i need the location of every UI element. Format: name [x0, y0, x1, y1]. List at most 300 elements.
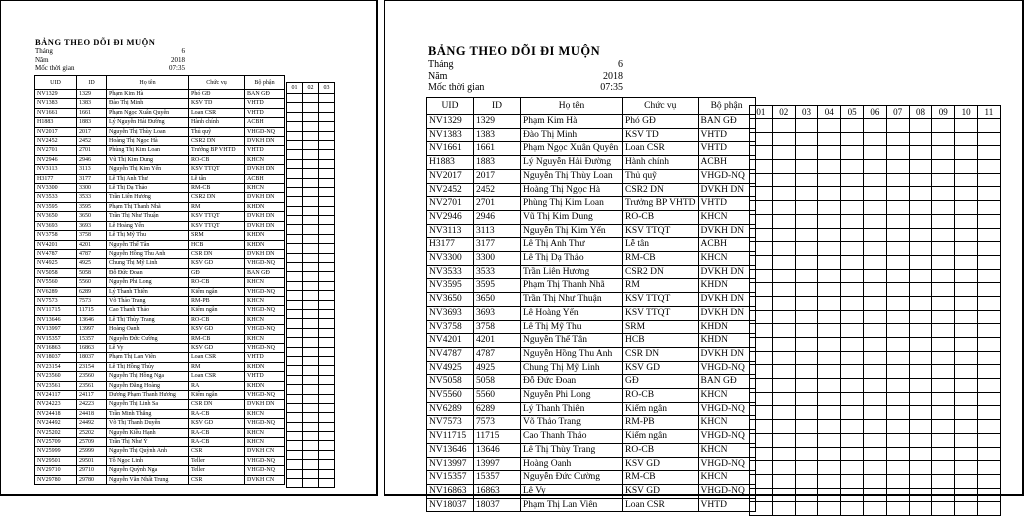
day-cell[interactable] — [932, 160, 955, 174]
day-cell[interactable] — [303, 178, 319, 187]
day-cell[interactable] — [932, 502, 955, 516]
day-cell[interactable] — [955, 214, 978, 228]
day-cell[interactable] — [303, 422, 319, 431]
day-cell[interactable] — [841, 187, 864, 201]
day-cell[interactable] — [955, 392, 978, 406]
day-cell[interactable] — [303, 112, 319, 121]
day-cell[interactable] — [909, 461, 932, 475]
day-cell[interactable] — [818, 214, 841, 228]
day-cell[interactable] — [886, 214, 909, 228]
day-cell[interactable] — [303, 394, 319, 403]
day-cell[interactable] — [319, 272, 335, 281]
day-cell[interactable] — [319, 460, 335, 469]
day-cell[interactable] — [319, 206, 335, 215]
day-cell[interactable] — [319, 131, 335, 140]
day-cell[interactable] — [932, 201, 955, 215]
day-cell[interactable] — [750, 146, 773, 160]
day-cell[interactable] — [909, 173, 932, 187]
day-cell[interactable] — [303, 216, 319, 225]
day-cell[interactable] — [750, 379, 773, 393]
day-cell[interactable] — [287, 469, 303, 478]
day-cell[interactable] — [772, 132, 795, 146]
day-cell[interactable] — [909, 351, 932, 365]
day-cell[interactable] — [303, 432, 319, 441]
day-cell[interactable] — [955, 160, 978, 174]
day-cell[interactable] — [795, 296, 818, 310]
day-cell[interactable] — [955, 201, 978, 215]
day-cell[interactable] — [287, 338, 303, 347]
day-cell[interactable] — [932, 269, 955, 283]
day-cell[interactable] — [818, 433, 841, 447]
day-cell[interactable] — [909, 269, 932, 283]
day-cell[interactable] — [319, 347, 335, 356]
day-cell[interactable] — [287, 112, 303, 121]
day-cell[interactable] — [977, 474, 1000, 488]
day-cell[interactable] — [303, 441, 319, 450]
day-cell[interactable] — [863, 269, 886, 283]
day-cell[interactable] — [909, 406, 932, 420]
day-cell[interactable] — [319, 234, 335, 243]
day-cell[interactable] — [303, 460, 319, 469]
day-cell[interactable] — [287, 225, 303, 234]
day-cell[interactable] — [932, 351, 955, 365]
day-cell[interactable] — [955, 242, 978, 256]
day-cell[interactable] — [772, 242, 795, 256]
day-cell[interactable] — [303, 169, 319, 178]
day-cell[interactable] — [795, 406, 818, 420]
day-cell[interactable] — [977, 461, 1000, 475]
day-cell[interactable] — [303, 122, 319, 131]
day-cell[interactable] — [319, 375, 335, 384]
day-cell[interactable] — [818, 365, 841, 379]
day-cell[interactable] — [955, 379, 978, 393]
day-cell[interactable] — [319, 122, 335, 131]
day-cell[interactable] — [977, 269, 1000, 283]
day-cell[interactable] — [772, 146, 795, 160]
day-cell[interactable] — [955, 474, 978, 488]
day-cell[interactable] — [863, 160, 886, 174]
day-cell[interactable] — [772, 406, 795, 420]
day-cell[interactable] — [795, 310, 818, 324]
day-cell[interactable] — [750, 187, 773, 201]
day-cell[interactable] — [886, 146, 909, 160]
day-cell[interactable] — [841, 324, 864, 338]
day-cell[interactable] — [287, 150, 303, 159]
day-cell[interactable] — [818, 310, 841, 324]
day-cell[interactable] — [319, 328, 335, 337]
day-cell[interactable] — [287, 309, 303, 318]
day-cell[interactable] — [909, 310, 932, 324]
day-cell[interactable] — [818, 132, 841, 146]
day-cell[interactable] — [750, 296, 773, 310]
day-cell[interactable] — [750, 269, 773, 283]
day-cell[interactable] — [841, 146, 864, 160]
day-cell[interactable] — [863, 433, 886, 447]
day-cell[interactable] — [818, 296, 841, 310]
day-cell[interactable] — [750, 338, 773, 352]
day-cell[interactable] — [303, 159, 319, 168]
day-cell[interactable] — [772, 365, 795, 379]
day-cell[interactable] — [932, 132, 955, 146]
day-cell[interactable] — [818, 324, 841, 338]
day-cell[interactable] — [772, 379, 795, 393]
day-cell[interactable] — [863, 242, 886, 256]
day-cell[interactable] — [841, 351, 864, 365]
day-cell[interactable] — [287, 375, 303, 384]
day-cell[interactable] — [863, 187, 886, 201]
day-cell[interactable] — [795, 365, 818, 379]
day-cell[interactable] — [750, 420, 773, 434]
day-cell[interactable] — [932, 474, 955, 488]
day-cell[interactable] — [955, 502, 978, 516]
day-cell[interactable] — [772, 433, 795, 447]
day-cell[interactable] — [303, 131, 319, 140]
day-cell[interactable] — [303, 94, 319, 103]
day-cell[interactable] — [886, 420, 909, 434]
day-cell[interactable] — [909, 146, 932, 160]
day-cell[interactable] — [319, 159, 335, 168]
day-cell[interactable] — [772, 160, 795, 174]
day-cell[interactable] — [863, 351, 886, 365]
day-cell[interactable] — [795, 146, 818, 160]
day-cell[interactable] — [772, 187, 795, 201]
day-cell[interactable] — [886, 228, 909, 242]
day-cell[interactable] — [886, 379, 909, 393]
day-cell[interactable] — [287, 263, 303, 272]
day-cell[interactable] — [750, 214, 773, 228]
day-cell[interactable] — [818, 474, 841, 488]
day-cell[interactable] — [955, 255, 978, 269]
day-cell[interactable] — [863, 461, 886, 475]
day-cell[interactable] — [303, 300, 319, 309]
day-cell[interactable] — [772, 201, 795, 215]
day-cell[interactable] — [977, 447, 1000, 461]
day-cell[interactable] — [909, 296, 932, 310]
day-cell[interactable] — [841, 132, 864, 146]
day-cell[interactable] — [955, 365, 978, 379]
day-cell[interactable] — [977, 173, 1000, 187]
day-cell[interactable] — [863, 310, 886, 324]
day-cell[interactable] — [909, 502, 932, 516]
day-cell[interactable] — [886, 488, 909, 502]
day-cell[interactable] — [287, 413, 303, 422]
day-cell[interactable] — [909, 488, 932, 502]
day-cell[interactable] — [955, 461, 978, 475]
day-cell[interactable] — [841, 255, 864, 269]
day-cell[interactable] — [955, 173, 978, 187]
day-cell[interactable] — [795, 255, 818, 269]
day-cell[interactable] — [818, 283, 841, 297]
day-cell[interactable] — [772, 310, 795, 324]
day-cell[interactable] — [932, 310, 955, 324]
day-cell[interactable] — [772, 283, 795, 297]
day-cell[interactable] — [319, 150, 335, 159]
day-cell[interactable] — [818, 351, 841, 365]
day-cell[interactable] — [287, 122, 303, 131]
day-cell[interactable] — [750, 173, 773, 187]
day-cell[interactable] — [909, 433, 932, 447]
day-cell[interactable] — [287, 479, 303, 488]
day-cell[interactable] — [287, 206, 303, 215]
day-cell[interactable] — [818, 338, 841, 352]
day-cell[interactable] — [319, 422, 335, 431]
day-cell[interactable] — [977, 132, 1000, 146]
day-cell[interactable] — [977, 242, 1000, 256]
day-cell[interactable] — [818, 160, 841, 174]
day-cell[interactable] — [909, 283, 932, 297]
day-cell[interactable] — [818, 187, 841, 201]
day-cell[interactable] — [287, 441, 303, 450]
day-cell[interactable] — [772, 173, 795, 187]
day-cell[interactable] — [319, 103, 335, 112]
day-cell[interactable] — [841, 214, 864, 228]
day-cell[interactable] — [932, 214, 955, 228]
day-cell[interactable] — [303, 263, 319, 272]
day-cell[interactable] — [795, 214, 818, 228]
day-cell[interactable] — [977, 255, 1000, 269]
day-cell[interactable] — [818, 228, 841, 242]
day-cell[interactable] — [841, 474, 864, 488]
day-cell[interactable] — [955, 310, 978, 324]
day-cell[interactable] — [886, 474, 909, 488]
day-cell[interactable] — [863, 379, 886, 393]
day-cell[interactable] — [303, 253, 319, 262]
day-cell[interactable] — [841, 310, 864, 324]
day-cell[interactable] — [287, 328, 303, 337]
day-cell[interactable] — [863, 146, 886, 160]
day-cell[interactable] — [319, 112, 335, 121]
day-cell[interactable] — [319, 281, 335, 290]
day-cell[interactable] — [319, 300, 335, 309]
day-cell[interactable] — [772, 214, 795, 228]
day-cell[interactable] — [863, 283, 886, 297]
day-cell[interactable] — [303, 328, 319, 337]
day-cell[interactable] — [977, 488, 1000, 502]
day-cell[interactable] — [932, 146, 955, 160]
day-cell[interactable] — [287, 291, 303, 300]
day-cell[interactable] — [750, 461, 773, 475]
day-cell[interactable] — [909, 119, 932, 133]
day-cell[interactable] — [977, 351, 1000, 365]
day-cell[interactable] — [303, 479, 319, 488]
day-cell[interactable] — [750, 447, 773, 461]
day-cell[interactable] — [750, 132, 773, 146]
day-cell[interactable] — [795, 160, 818, 174]
day-cell[interactable] — [863, 474, 886, 488]
day-cell[interactable] — [303, 413, 319, 422]
day-cell[interactable] — [909, 228, 932, 242]
day-cell[interactable] — [909, 447, 932, 461]
day-cell[interactable] — [795, 351, 818, 365]
day-cell[interactable] — [886, 173, 909, 187]
day-cell[interactable] — [977, 420, 1000, 434]
day-cell[interactable] — [750, 365, 773, 379]
day-cell[interactable] — [750, 474, 773, 488]
day-cell[interactable] — [795, 379, 818, 393]
day-cell[interactable] — [841, 269, 864, 283]
day-cell[interactable] — [750, 351, 773, 365]
day-cell[interactable] — [909, 255, 932, 269]
day-cell[interactable] — [303, 385, 319, 394]
day-cell[interactable] — [818, 255, 841, 269]
day-cell[interactable] — [932, 283, 955, 297]
day-cell[interactable] — [795, 502, 818, 516]
day-cell[interactable] — [909, 214, 932, 228]
day-cell[interactable] — [750, 392, 773, 406]
day-cell[interactable] — [932, 392, 955, 406]
day-cell[interactable] — [955, 406, 978, 420]
day-cell[interactable] — [841, 406, 864, 420]
day-cell[interactable] — [303, 272, 319, 281]
day-cell[interactable] — [303, 187, 319, 196]
day-cell[interactable] — [303, 281, 319, 290]
day-cell[interactable] — [932, 488, 955, 502]
day-cell[interactable] — [287, 403, 303, 412]
day-cell[interactable] — [303, 450, 319, 459]
day-cell[interactable] — [909, 338, 932, 352]
day-cell[interactable] — [319, 403, 335, 412]
day-cell[interactable] — [863, 338, 886, 352]
day-cell[interactable] — [795, 228, 818, 242]
day-cell[interactable] — [818, 420, 841, 434]
day-cell[interactable] — [772, 338, 795, 352]
day-cell[interactable] — [303, 366, 319, 375]
day-cell[interactable] — [287, 216, 303, 225]
day-cell[interactable] — [932, 447, 955, 461]
day-cell[interactable] — [303, 469, 319, 478]
day-cell[interactable] — [772, 502, 795, 516]
day-cell[interactable] — [955, 119, 978, 133]
day-cell[interactable] — [795, 420, 818, 434]
day-cell[interactable] — [287, 131, 303, 140]
day-cell[interactable] — [932, 187, 955, 201]
day-cell[interactable] — [750, 324, 773, 338]
day-cell[interactable] — [955, 447, 978, 461]
day-cell[interactable] — [955, 324, 978, 338]
day-cell[interactable] — [909, 379, 932, 393]
day-cell[interactable] — [977, 160, 1000, 174]
day-cell[interactable] — [863, 488, 886, 502]
day-cell[interactable] — [818, 119, 841, 133]
day-cell[interactable] — [287, 187, 303, 196]
day-cell[interactable] — [909, 365, 932, 379]
day-cell[interactable] — [287, 394, 303, 403]
day-cell[interactable] — [772, 420, 795, 434]
day-cell[interactable] — [818, 406, 841, 420]
day-cell[interactable] — [750, 406, 773, 420]
day-cell[interactable] — [909, 392, 932, 406]
day-cell[interactable] — [795, 338, 818, 352]
day-cell[interactable] — [319, 441, 335, 450]
day-cell[interactable] — [772, 255, 795, 269]
day-cell[interactable] — [977, 365, 1000, 379]
day-cell[interactable] — [287, 422, 303, 431]
day-cell[interactable] — [977, 379, 1000, 393]
day-cell[interactable] — [932, 379, 955, 393]
day-cell[interactable] — [303, 150, 319, 159]
day-cell[interactable] — [772, 474, 795, 488]
day-cell[interactable] — [932, 433, 955, 447]
day-cell[interactable] — [977, 406, 1000, 420]
day-cell[interactable] — [932, 228, 955, 242]
day-cell[interactable] — [287, 300, 303, 309]
day-cell[interactable] — [287, 253, 303, 262]
day-cell[interactable] — [932, 420, 955, 434]
day-cell[interactable] — [977, 392, 1000, 406]
day-cell[interactable] — [841, 379, 864, 393]
day-cell[interactable] — [795, 201, 818, 215]
day-cell[interactable] — [909, 474, 932, 488]
day-cell[interactable] — [841, 461, 864, 475]
day-cell[interactable] — [319, 244, 335, 253]
day-cell[interactable] — [303, 244, 319, 253]
day-cell[interactable] — [772, 392, 795, 406]
day-cell[interactable] — [287, 103, 303, 112]
day-cell[interactable] — [977, 338, 1000, 352]
day-cell[interactable] — [319, 413, 335, 422]
day-cell[interactable] — [772, 324, 795, 338]
day-cell[interactable] — [303, 291, 319, 300]
day-cell[interactable] — [750, 242, 773, 256]
day-cell[interactable] — [932, 255, 955, 269]
day-cell[interactable] — [863, 392, 886, 406]
day-cell[interactable] — [303, 403, 319, 412]
day-cell[interactable] — [750, 201, 773, 215]
day-cell[interactable] — [818, 392, 841, 406]
day-cell[interactable] — [287, 178, 303, 187]
day-cell[interactable] — [818, 269, 841, 283]
day-cell[interactable] — [977, 283, 1000, 297]
day-cell[interactable] — [977, 433, 1000, 447]
day-cell[interactable] — [750, 119, 773, 133]
day-cell[interactable] — [303, 347, 319, 356]
day-cell[interactable] — [795, 488, 818, 502]
day-cell[interactable] — [909, 160, 932, 174]
day-cell[interactable] — [955, 433, 978, 447]
day-cell[interactable] — [772, 461, 795, 475]
day-cell[interactable] — [319, 94, 335, 103]
day-cell[interactable] — [841, 242, 864, 256]
day-cell[interactable] — [750, 228, 773, 242]
day-cell[interactable] — [863, 406, 886, 420]
day-cell[interactable] — [287, 460, 303, 469]
day-cell[interactable] — [818, 146, 841, 160]
day-cell[interactable] — [932, 296, 955, 310]
day-cell[interactable] — [955, 146, 978, 160]
day-cell[interactable] — [303, 338, 319, 347]
day-cell[interactable] — [932, 406, 955, 420]
day-cell[interactable] — [818, 461, 841, 475]
day-cell[interactable] — [841, 228, 864, 242]
day-cell[interactable] — [287, 319, 303, 328]
day-cell[interactable] — [287, 169, 303, 178]
day-cell[interactable] — [886, 351, 909, 365]
day-cell[interactable] — [818, 173, 841, 187]
day-cell[interactable] — [818, 379, 841, 393]
day-cell[interactable] — [886, 255, 909, 269]
day-cell[interactable] — [863, 132, 886, 146]
day-cell[interactable] — [886, 365, 909, 379]
day-cell[interactable] — [863, 296, 886, 310]
day-cell[interactable] — [319, 469, 335, 478]
day-cell[interactable] — [319, 197, 335, 206]
day-cell[interactable] — [287, 432, 303, 441]
day-cell[interactable] — [886, 269, 909, 283]
day-cell[interactable] — [886, 201, 909, 215]
day-cell[interactable] — [909, 132, 932, 146]
day-cell[interactable] — [319, 291, 335, 300]
day-cell[interactable] — [863, 228, 886, 242]
